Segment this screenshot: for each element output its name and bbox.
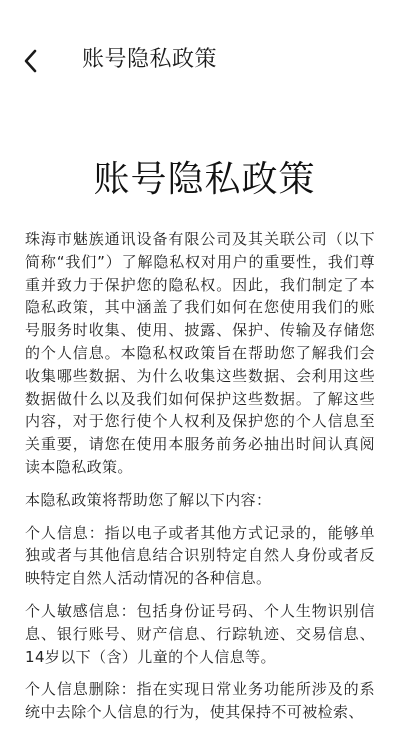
policy-paragraph-intro: 珠海市魅族通讯设备有限公司及其关联公司（以下简称“我们”）了解隐私权对用户的重要性，我们尊重并致力于保护您的隐私权。因此，我们制定了本隐私政策，其中涵盖了我们如何在您使用我们的账号服务时收集、使用、披露、保护、传输及存储您的个人信息。本隐私权政策旨在帮助您了解我们会收集哪些数据、为什么收集这些数据、会利用这些数据做什么以及我们如何保护这些数据。了解这些内容，对于您行使个人权利及保护您的个人信息至关重要，请您在使用本服务前务必抽出时间认真阅读本隐私政策。 (25, 230, 375, 476)
chevron-left-icon (22, 48, 40, 74)
policy-paragraph-deletion: 个人信息删除：指在实现日常业务功能所涉及的系统中去除个人信息的行为，使其保持不可被检索、 (25, 680, 375, 722)
back-button[interactable] (14, 44, 48, 78)
policy-paragraph-overview: 本隐私政策将帮助您了解以下内容： (25, 490, 272, 509)
page-title: 账号隐私政策 (82, 47, 218, 72)
policy-paragraph-sensitive-info: 个人敏感信息：包括身份证号码、个人生物识别信息、银行账号、财产信息、行踪轨迹、交易信息、14岁以下（含）儿童的个人信息等。 (25, 601, 375, 666)
document-title: 账号隐私政策 (93, 159, 316, 201)
top-app-bar (0, 0, 409, 120)
policy-content (25, 228, 375, 734)
policy-paragraph-personal-info: 个人信息：指以电子或者其他方式记录的，能够单独或者与其他信息结合识别特定自然人身份或者反映特定自然人活动情况的各种信息。 (25, 523, 375, 588)
